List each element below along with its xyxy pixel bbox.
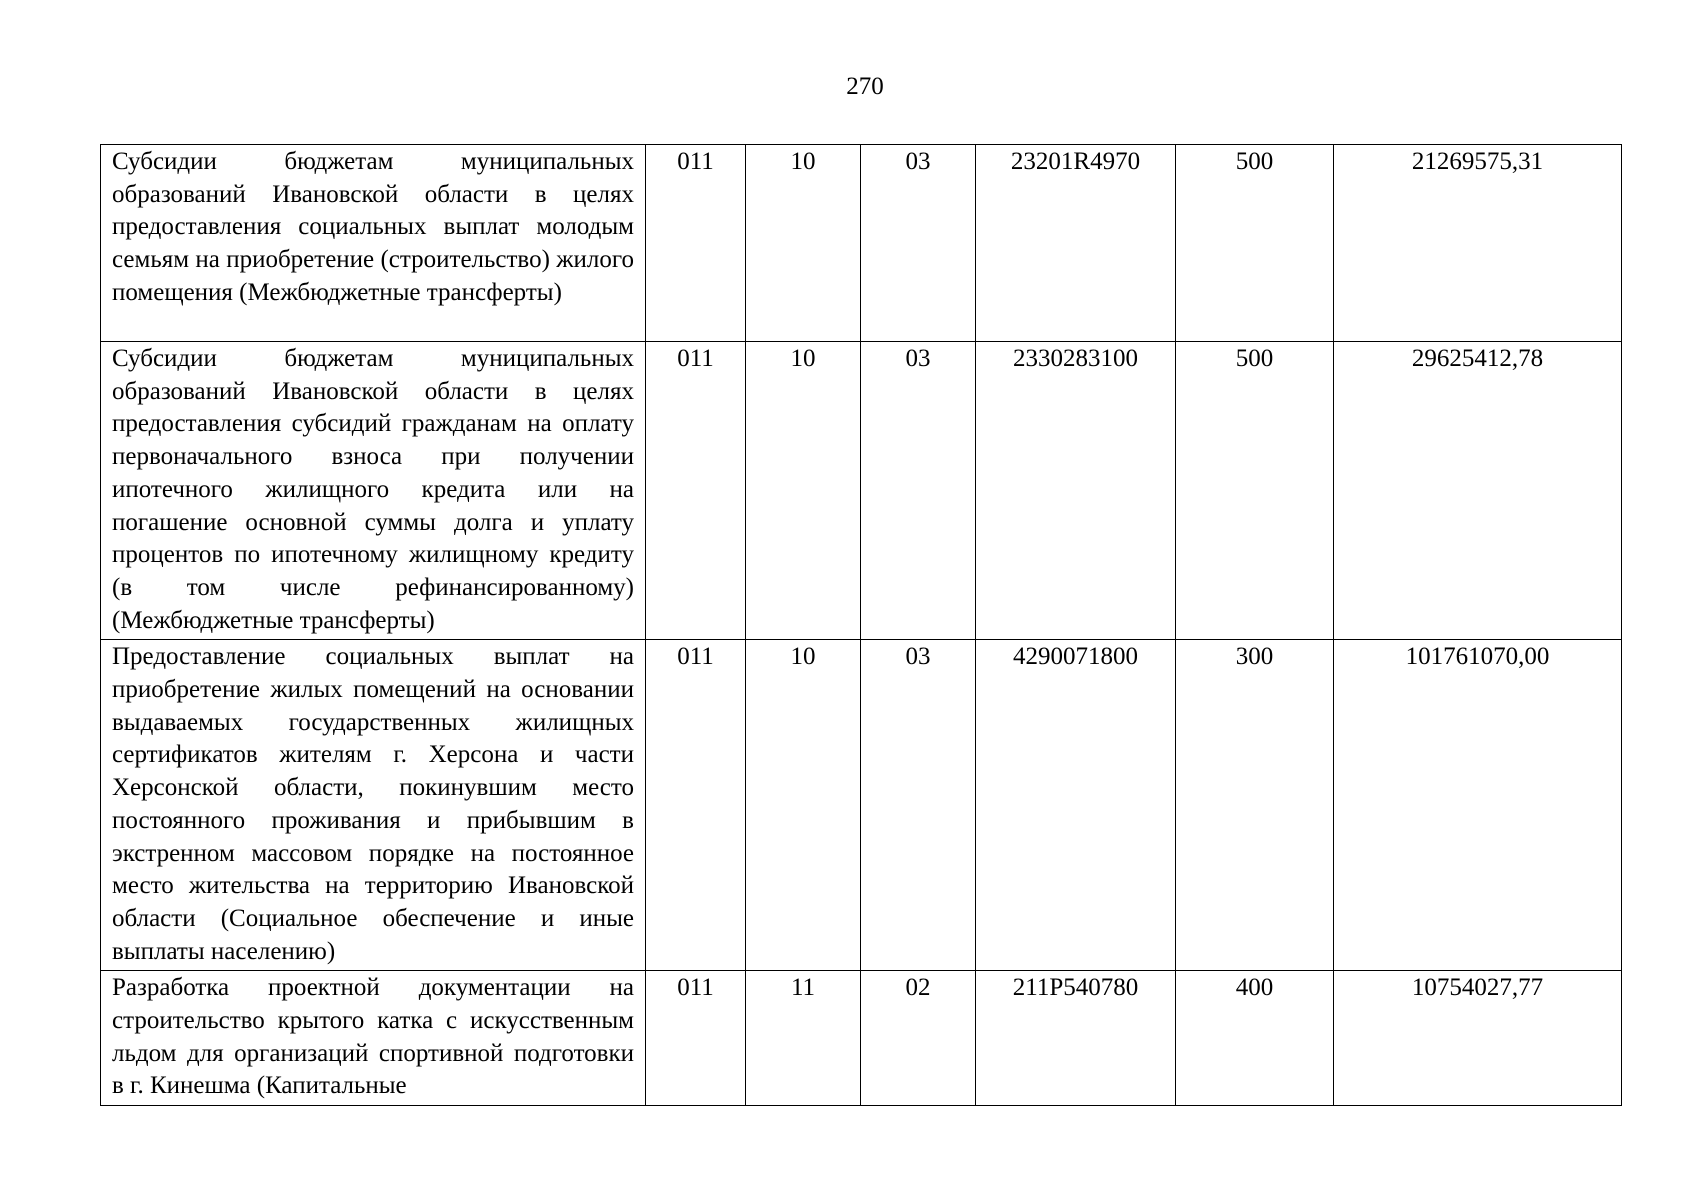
expense-type-code: 500 — [1176, 145, 1334, 342]
target-article-code: 23201R4970 — [976, 145, 1176, 342]
amount-value: 101761070,00 — [1334, 640, 1622, 971]
row-description-cell — [101, 342, 646, 640]
page-number: 270 — [846, 73, 884, 100]
row-description-cell — [101, 971, 646, 1106]
row-description: Разработка проектной документации на строительство крытого катка с искусственным льдом для организаций спортивной подготовки в г. Кинешма (Капитальные — [112, 974, 634, 1100]
amount-value: 21269575,31 — [1334, 145, 1622, 342]
table-row — [101, 640, 1622, 971]
amount-value: 29625412,78 — [1334, 342, 1622, 640]
subsection-code: 03 — [861, 342, 976, 640]
table-row — [101, 342, 1622, 640]
expense-type-code: 300 — [1176, 640, 1334, 971]
expense-type-code: 400 — [1176, 971, 1334, 1106]
budget-table — [100, 144, 1622, 1106]
section-code: 10 — [746, 145, 861, 342]
ministry-code: 011 — [646, 145, 746, 342]
table-row — [101, 145, 1622, 342]
row-description: Субсидии бюджетам муниципальных образований Ивановской области в целях предоставления социальных выплат молодым семьям на приобретение (строительство) жилого помещения (Межбюджетные трансферты) — [112, 148, 634, 306]
row-description: Субсидии бюджетам муниципальных образований Ивановской области в целях предоставления субсидий гражданам на оплату первоначального взноса при получении ипотечного жилищного кредита или на погашение основной суммы долга и уплату процентов по ипотечному жилищному кредиту (в том числе рефинансированному) (Межбюджетные трансферты) — [112, 345, 634, 634]
ministry-code: 011 — [646, 971, 746, 1106]
table-row — [101, 971, 1622, 1106]
section-code: 10 — [746, 640, 861, 971]
target-article-code: 4290071800 — [976, 640, 1176, 971]
expense-type-code: 500 — [1176, 342, 1334, 640]
target-article-code: 211P540780 — [976, 971, 1176, 1106]
section-code: 11 — [746, 971, 861, 1106]
section-code: 10 — [746, 342, 861, 640]
target-article-code: 2330283100 — [976, 342, 1176, 640]
ministry-code: 011 — [646, 342, 746, 640]
subsection-code: 03 — [861, 145, 976, 342]
amount-value: 10754027,77 — [1334, 971, 1622, 1106]
row-description-cell — [101, 145, 646, 342]
row-description: Предоставление социальных выплат на приобретение жилых помещений на основании выдаваемых государственных жилищных сертификатов жителям г. Херсона и части Херсонской области, покинувшим место постоянного проживания и прибывшим в экстренном массовом порядке на постоянное место жительства на территорию Ивановской области (Социальное обеспечение и иные выплаты населению) — [112, 643, 634, 965]
subsection-code: 03 — [861, 640, 976, 971]
subsection-code: 02 — [861, 971, 976, 1106]
row-description-cell — [101, 640, 646, 971]
ministry-code: 011 — [646, 640, 746, 971]
